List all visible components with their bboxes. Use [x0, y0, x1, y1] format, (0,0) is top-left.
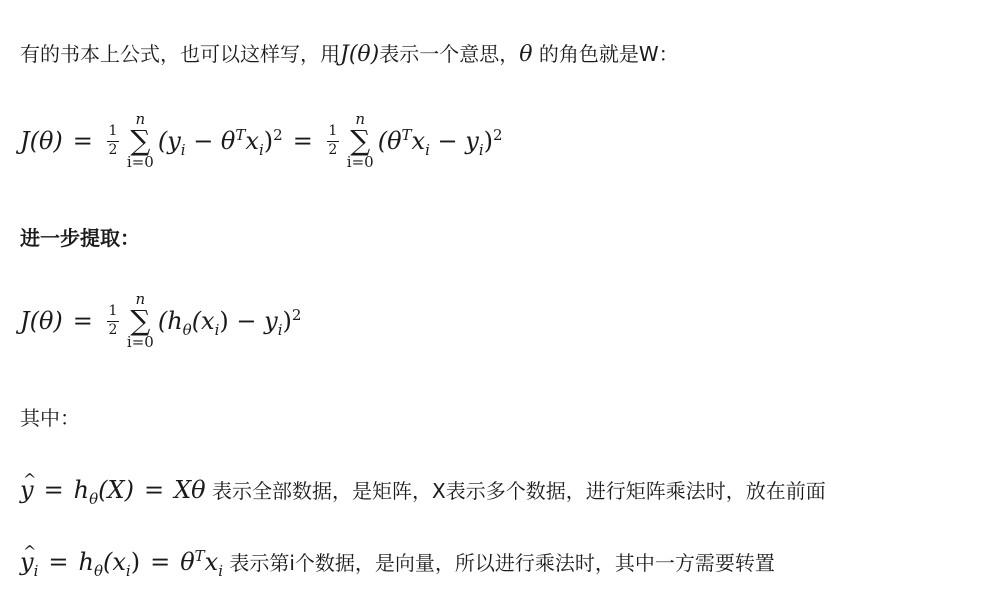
yhat-definition: [20, 476, 826, 508]
line5-math: [20, 476, 206, 508]
yhat-i-definition: [20, 547, 775, 580]
line5-xtheta: Xθ: [174, 476, 206, 504]
intro-j-theta: J(θ): [340, 42, 380, 67]
intro-text-before: 有的书本上公式，也可以这样写，用: [20, 42, 340, 66]
formula-cost-hypothesis: [20, 292, 301, 350]
formula1-sum2-lower: i=0: [346, 153, 374, 171]
sigma-symbol: ∑: [130, 124, 151, 157]
formula1-lhs: J(θ): [20, 127, 63, 155]
formula2-body: [158, 304, 302, 338]
formula1-frac-den: 2: [108, 141, 118, 158]
formula1-term-a-pow: 2: [273, 126, 283, 144]
formula1-frac2-den: 2: [328, 141, 338, 158]
formula1-term-a: [158, 124, 283, 158]
line6-yhat-sub: i: [33, 561, 39, 580]
line5-h: h: [73, 476, 90, 504]
formula1-summation-2: [347, 112, 374, 170]
line6-arg-close: ): [130, 548, 141, 576]
formula1-term-a-sub: i: [180, 140, 186, 159]
line6-yhat: y ^: [20, 548, 34, 576]
formula1-sum-upper: n: [135, 110, 146, 128]
sigma-symbol: ∑: [130, 304, 151, 337]
formula1-term-a-x: x: [245, 127, 259, 155]
line5-equals-2: =: [143, 476, 165, 504]
formula1-equals: =: [72, 127, 93, 155]
intro-theta: θ: [519, 42, 533, 67]
formula1-term-b-x: x: [411, 127, 426, 155]
line6-arg-sub: i: [125, 561, 131, 580]
formula1-term-b-minus: − y: [429, 127, 479, 155]
section-heading: 进一步提取：: [20, 226, 140, 250]
formula2-h-sub: θ: [182, 320, 192, 339]
formula1-sum2-upper: n: [355, 110, 366, 128]
formula1-frac2-num: 1: [328, 123, 338, 140]
formula-cost-expanded: [20, 112, 503, 170]
formula2-summation: [127, 292, 154, 350]
line5-equals: =: [43, 476, 64, 504]
formula1-term-b: [378, 124, 503, 158]
line6-x-sub: i: [218, 561, 224, 580]
formula2-sum-upper: n: [135, 290, 146, 308]
formula1-term-a-close: ): [263, 127, 274, 155]
line6-h-sub: θ: [93, 561, 103, 580]
formula1-term-b-xsub: i: [425, 140, 430, 159]
formula1-fraction: [107, 124, 119, 158]
qizhong-label: 其中：: [20, 406, 80, 430]
formula2-frac-den: 2: [108, 321, 118, 338]
line5-h-sub: θ: [89, 489, 99, 508]
line6-theta: θ: [180, 548, 195, 576]
formula1-frac-num: 1: [108, 123, 118, 140]
formula2-sum-lower: i=0: [126, 333, 154, 351]
line6-text: 表示第i个数据，是向量，所以进行乘法时，其中一方需要转置: [223, 551, 775, 575]
line5-yhat: y ^: [20, 476, 34, 504]
line6-equals-2: =: [150, 548, 171, 576]
line6-arg: (x: [102, 548, 126, 576]
formula2-close: ): [282, 307, 292, 335]
formula2-y-sub: i: [277, 320, 283, 339]
line5-text: 表示全部数据，是矩阵，X表示多个数据，进行矩阵乘法时，放在前面: [205, 479, 826, 503]
formula2-minus: − y: [228, 307, 278, 335]
formula1-term-b-ysub: i: [478, 140, 484, 159]
line6-h: h: [78, 548, 94, 576]
line6-equals: =: [48, 548, 69, 576]
intro-text-middle: 表示一个意思，: [379, 42, 520, 66]
formula1-term-a-minus: − θ: [185, 127, 236, 155]
formula1-term-b-sup: T: [401, 126, 412, 144]
formula1-term-a-sup: T: [235, 126, 246, 144]
line6-theta-sup: T: [194, 547, 205, 565]
formula1-term-b-open: (θ: [377, 127, 402, 155]
formula2-arg-sub: i: [214, 320, 220, 339]
formula2-arg-close: ): [219, 307, 229, 335]
line6-x: x: [204, 548, 219, 576]
line6-math: [20, 547, 224, 580]
formula2-pow: 2: [291, 306, 302, 324]
formula1-summation: [127, 112, 154, 170]
sigma-symbol: ∑: [350, 124, 371, 157]
formula2-open: (h: [157, 307, 183, 335]
formula1-term-b-pow: 2: [493, 126, 503, 144]
formula2-equals: =: [72, 307, 93, 335]
formula1-term-b-close: ): [483, 127, 494, 155]
formula2-frac-num: 1: [108, 303, 118, 320]
formula1-sum-lower: i=0: [126, 153, 154, 171]
formula2-fraction: [107, 304, 119, 338]
formula1-fraction-2: [327, 124, 339, 158]
formula1-term-a-open: (y: [157, 127, 181, 155]
intro-paragraph: [20, 40, 679, 69]
formula1-equals-2: =: [292, 127, 313, 155]
line5-arg: (X): [98, 476, 134, 504]
intro-text-after: 的角色就是W：: [532, 42, 679, 66]
formula1-term-a-xsub: i: [258, 140, 264, 159]
formula2-arg: (x: [191, 307, 215, 335]
formula2-lhs: J(θ): [20, 307, 63, 335]
